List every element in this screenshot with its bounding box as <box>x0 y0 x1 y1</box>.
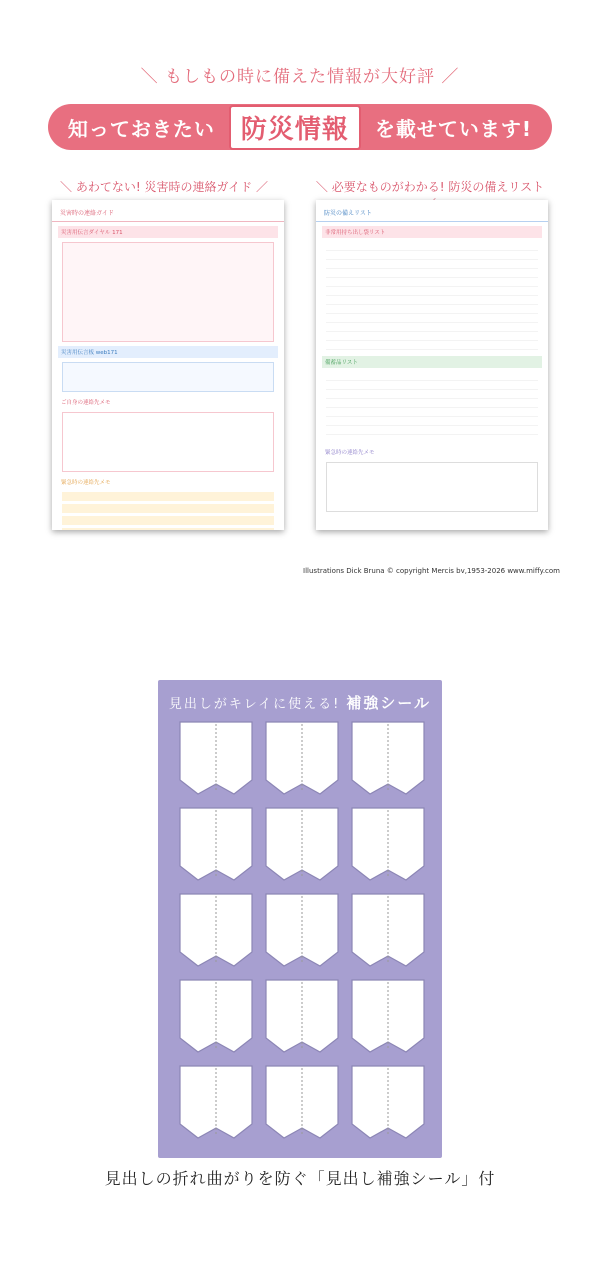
contact-memo-table <box>326 462 538 512</box>
reinforcement-sticker <box>176 1062 256 1142</box>
banner-highlight: 防災情報 <box>229 105 361 150</box>
doc-section: 緊急時の連絡先メモ <box>61 480 111 486</box>
reinforcement-sticker <box>348 976 428 1056</box>
reinforcement-sticker <box>348 718 428 798</box>
sticker-sheet-title <box>158 692 442 713</box>
left-doc-subhead: ＼ あわてない! 災害時の連絡ガイド ／ <box>60 180 268 194</box>
contact-guide-title: 災害時の連絡ガイド <box>52 200 284 222</box>
promo-banner <box>48 104 552 150</box>
web171-box <box>62 362 274 392</box>
banner-prefix: 知っておきたい <box>67 116 215 141</box>
doc-section: 備蓄品リスト <box>322 356 542 368</box>
reinforcement-sticker <box>176 890 256 970</box>
tagline: ＼ もしもの時に備えた情報が大好評 ／ <box>140 67 460 87</box>
reinforcement-sticker <box>348 1062 428 1142</box>
doc-section: 災害用伝言板 web171 <box>58 346 278 358</box>
dial-diagram <box>62 242 274 342</box>
reinforcement-sticker <box>176 718 256 798</box>
reinforcement-sticker <box>348 804 428 884</box>
doc-section: ご自身の連絡先メモ <box>61 400 111 406</box>
self-memo-box <box>62 412 274 472</box>
reinforcement-sticker <box>262 718 342 798</box>
doc-section: 非常用持ち出し袋リスト <box>322 226 542 238</box>
reinforcement-sticker <box>262 804 342 884</box>
sticker-title-main: 補強シール <box>346 694 432 712</box>
reinforcement-sticker <box>262 976 342 1056</box>
grab-bag-list <box>326 242 538 352</box>
banner-suffix: を載せています! <box>374 116 533 141</box>
checklist-preview <box>316 200 548 530</box>
doc-section: 緊急時の連絡先メモ <box>325 450 375 456</box>
contact-memo-table <box>62 492 274 530</box>
copyright-notice: Illustrations Dick Bruna © copyright Mercis bv,1953-2026 www.miffy.com <box>303 567 560 575</box>
caption: 見出しの折れ曲がりを防ぐ「見出し補強シール」付 <box>104 1169 496 1188</box>
checklist-title: 防災の備えリスト <box>316 200 548 222</box>
reinforcement-sticker <box>348 890 428 970</box>
reinforcement-sticker <box>262 1062 342 1142</box>
reinforcement-sticker <box>262 890 342 970</box>
reinforcement-sticker <box>176 804 256 884</box>
stockpile-list <box>326 372 538 442</box>
sticker-title-prefix: 見出しがキレイに使える! <box>168 697 341 712</box>
doc-section: 災害用伝言ダイヤル 171 <box>58 226 278 238</box>
reinforcement-sticker <box>176 976 256 1056</box>
right-doc-subhead: ＼ 必要なものがわかる! 防災の備えリスト <box>315 180 545 194</box>
contact-guide-preview <box>52 200 284 530</box>
